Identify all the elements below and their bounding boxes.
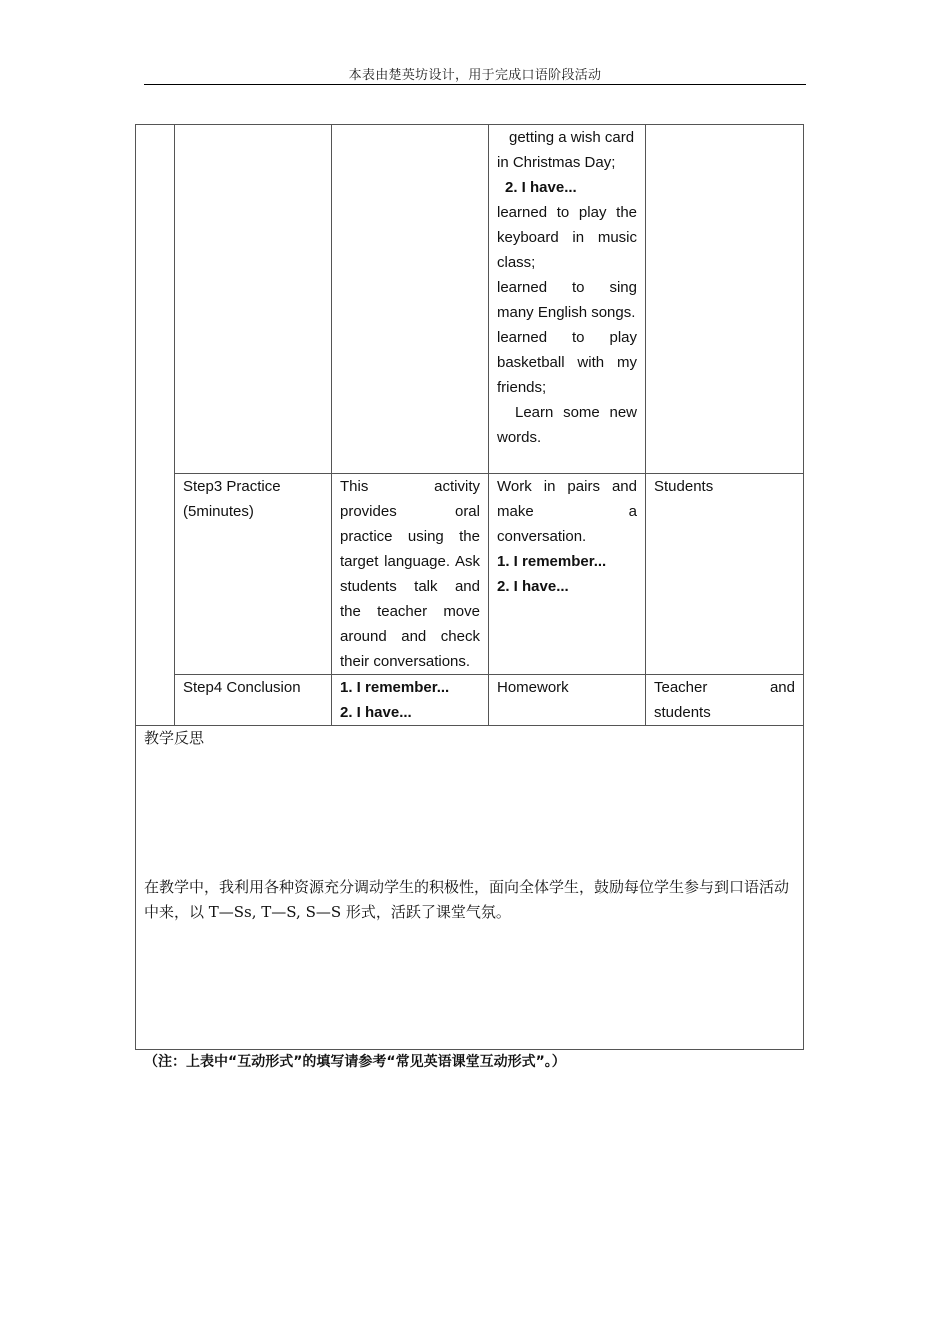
interaction-line: students (654, 704, 711, 721)
step-duration: (5minutes) (183, 503, 254, 520)
table-row (136, 474, 804, 675)
purpose-line: the teacher move (340, 603, 480, 620)
activity-line: class; (497, 254, 536, 271)
interaction-line: Teacher and (654, 679, 795, 696)
activity-line: learned to sing (497, 279, 637, 296)
step-cell (175, 474, 332, 675)
table-row (136, 125, 804, 474)
purpose-line: provides oral (340, 503, 480, 520)
activity-line: getting a wish card (509, 129, 635, 146)
purpose-cell (332, 125, 489, 474)
activity-line: friends; (497, 379, 547, 396)
purpose-line: 1. I remember... (340, 679, 450, 696)
activity-line: 2. I have... (505, 179, 577, 196)
purpose-line: around and check (340, 628, 480, 645)
purpose-line: students talk and (340, 578, 480, 595)
activity-cell (489, 474, 646, 675)
footnote: （注：上表中“互动形式”的填写请参考“常见英语课堂互动形式”。） (144, 1054, 566, 1070)
step-cell (175, 675, 332, 726)
header-divider (144, 84, 806, 85)
reflection-cell (136, 726, 804, 1050)
purpose-line: target language. Ask (340, 553, 480, 570)
reflection-body: 在教学中，我利用各种资源充分调动学生的积极性，面向全体学生，鼓励每位学生参与到口语活动中来，以 T—Ss, T—S, S—S 形式，活跃了课堂气氛。 (144, 878, 790, 921)
stage-cell (136, 125, 175, 726)
activity-line: many English songs. (497, 304, 636, 321)
activity-line: words. (497, 429, 542, 446)
step-label: Step4 Conclusion (183, 679, 301, 696)
purpose-line: their conversations. (340, 653, 471, 670)
interaction-text: Students (654, 478, 714, 495)
activity-line: in Christmas Day; (497, 154, 616, 171)
activity-cell (489, 675, 646, 726)
interaction-cell (646, 474, 804, 675)
activity-line: Learn some new (515, 404, 637, 421)
table-row (136, 675, 804, 726)
page-header: 本表由楚英坊设计，用于完成口语阶段活动 (348, 68, 602, 83)
activity-cell (489, 125, 646, 474)
reflection-title: 教学反思 (144, 729, 205, 747)
lesson-plan-table (135, 124, 804, 1050)
activity-line: basketball with my (497, 354, 637, 371)
purpose-line: practice using the (340, 528, 480, 545)
interaction-cell (646, 125, 804, 474)
activity-line: 2. I have... (497, 578, 569, 595)
activity-line: 1. I remember... (497, 553, 607, 570)
table-row (136, 726, 804, 1050)
interaction-cell (646, 675, 804, 726)
activity-line: conversation. (497, 528, 587, 545)
activity-line: keyboard in music (497, 229, 637, 246)
activity-line: Homework (497, 679, 569, 696)
purpose-line: This activity (340, 478, 480, 495)
activity-line: learned to play (497, 329, 637, 346)
step-cell (175, 125, 332, 474)
activity-line: make a (497, 503, 637, 520)
step-label: Step3 Practice (183, 478, 281, 495)
activity-line: learned to play the (497, 204, 637, 221)
activity-line: Work in pairs and (497, 478, 637, 495)
purpose-cell (332, 474, 489, 675)
purpose-line: 2. I have... (340, 704, 412, 721)
purpose-cell (332, 675, 489, 726)
